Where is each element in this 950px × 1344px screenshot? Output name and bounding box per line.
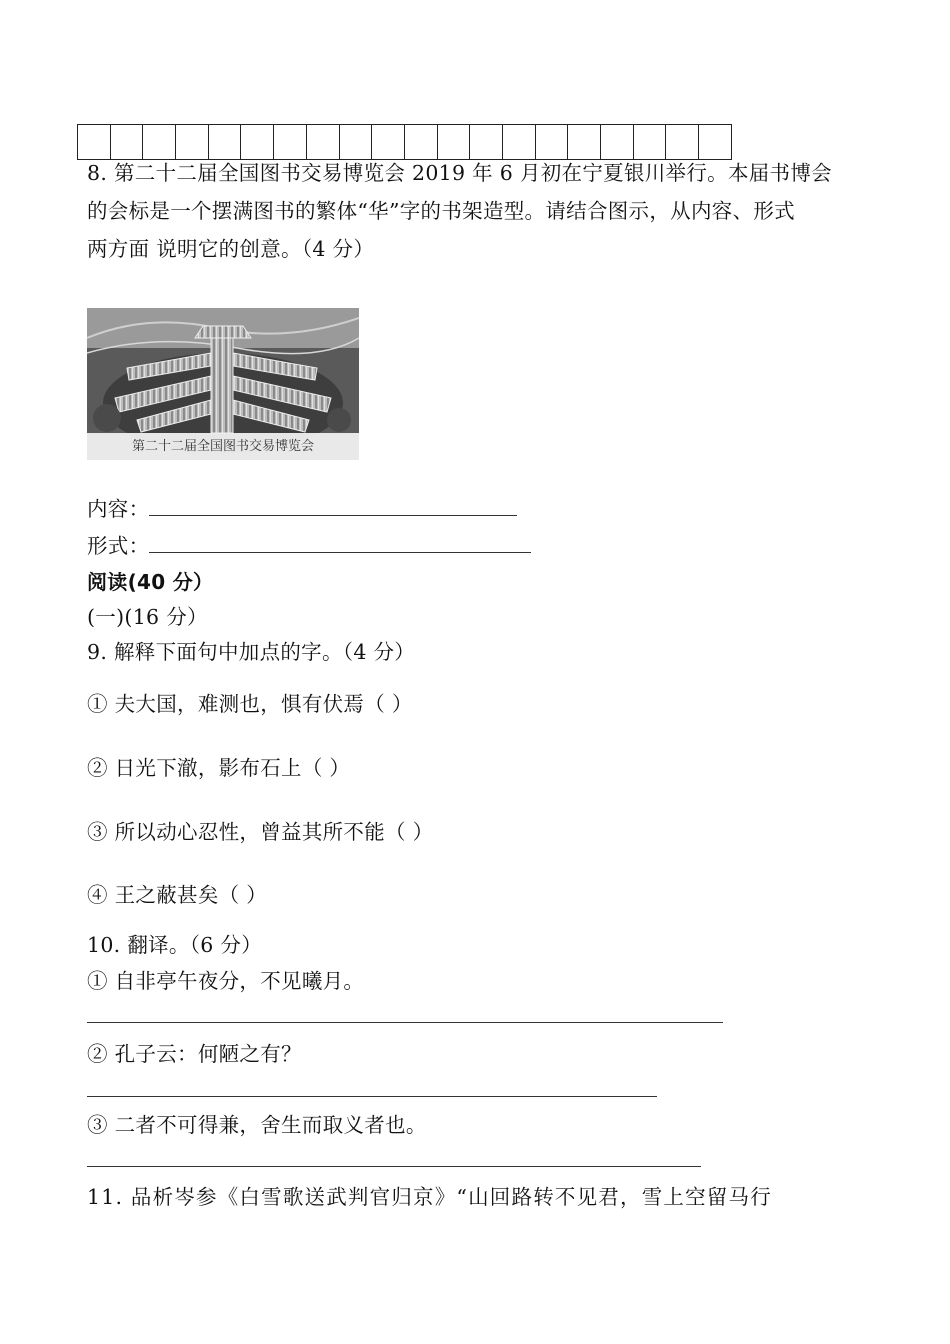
q9-item-3: ③ 所以动心忍性，曾益其所不能（ ）	[87, 820, 434, 844]
answer-grid-cell[interactable]	[241, 124, 274, 160]
q11-prompt: 11. 品析岑参《白雪歌送武判官归京》“山回路转不见君，雪上空留马行	[87, 1185, 772, 1209]
answer-grid-cell[interactable]	[634, 124, 667, 160]
q10-item-2: ② 孔子云：何陋之有？	[87, 1042, 302, 1066]
answer-grid-cell[interactable]	[307, 124, 340, 160]
answer-grid-cell[interactable]	[503, 124, 536, 160]
q8-text-line-1: 8. 第二十二届全国图书交易博览会 2019 年 6 月初在宁夏银川举行。本届书博会	[87, 161, 832, 185]
form-label: 形式：	[87, 534, 150, 558]
answer-grid-cell[interactable]	[340, 124, 373, 160]
answer-grid-cell[interactable]	[666, 124, 699, 160]
q10-item-3: ③ 二者不可得兼，舍生而取义者也。	[87, 1113, 427, 1137]
answer-grid-cell[interactable]	[274, 124, 307, 160]
q8-text-line-3: 两方面 说明它的创意。（4 分）	[87, 237, 375, 261]
reading-heading: 阅读(40 分）	[87, 570, 214, 594]
q10-prompt: 10. 翻译。（6 分）	[87, 933, 263, 957]
q9-item-2: ② 日光下澈，影布石上（ ）	[87, 756, 351, 780]
q10-item-2-answer-line[interactable]	[87, 1096, 657, 1097]
book-fair-logo-image	[87, 308, 359, 460]
q8-text-line-2: 的会标是一个摆满图书的繁体“华”字的书架造型。请结合图示，从内容、形式	[87, 199, 795, 223]
q9-prompt: 9. 解释下面句中加点的字。（4 分）	[87, 640, 416, 664]
answer-grid-cell[interactable]	[405, 124, 438, 160]
q9-item-1: ① 夫大国，难测也，惧有伏焉（ ）	[87, 692, 413, 716]
answer-grid-cell[interactable]	[78, 124, 111, 160]
content-answer-blank[interactable]	[149, 497, 517, 516]
q9-item-4: ④ 王之蔽甚矣（ ）	[87, 883, 268, 907]
answer-grid-cell[interactable]	[601, 124, 634, 160]
q10-item-3-answer-line[interactable]	[87, 1166, 701, 1167]
form-answer-row	[87, 533, 531, 559]
content-label: 内容：	[87, 497, 150, 521]
answer-grid-cell[interactable]	[111, 124, 144, 160]
answer-grid-cell[interactable]	[699, 124, 732, 160]
form-answer-blank[interactable]	[149, 534, 531, 553]
answer-grid	[77, 124, 732, 160]
answer-grid-cell[interactable]	[372, 124, 405, 160]
answer-grid-cell[interactable]	[143, 124, 176, 160]
answer-grid-cell[interactable]	[568, 124, 601, 160]
image-caption: 第二十二届全国图书交易博览会	[87, 433, 359, 460]
q10-item-1-answer-line[interactable]	[87, 1022, 723, 1023]
q10-item-1: ① 自非亭午夜分，不见曦月。	[87, 969, 365, 993]
answer-grid-cell[interactable]	[438, 124, 471, 160]
answer-grid-cell[interactable]	[470, 124, 503, 160]
reading-section-1: (一)(16 分）	[87, 605, 208, 629]
answer-grid-cell[interactable]	[209, 124, 242, 160]
answer-grid-cell[interactable]	[176, 124, 209, 160]
content-answer-row	[87, 496, 517, 522]
answer-grid-cell[interactable]	[536, 124, 569, 160]
